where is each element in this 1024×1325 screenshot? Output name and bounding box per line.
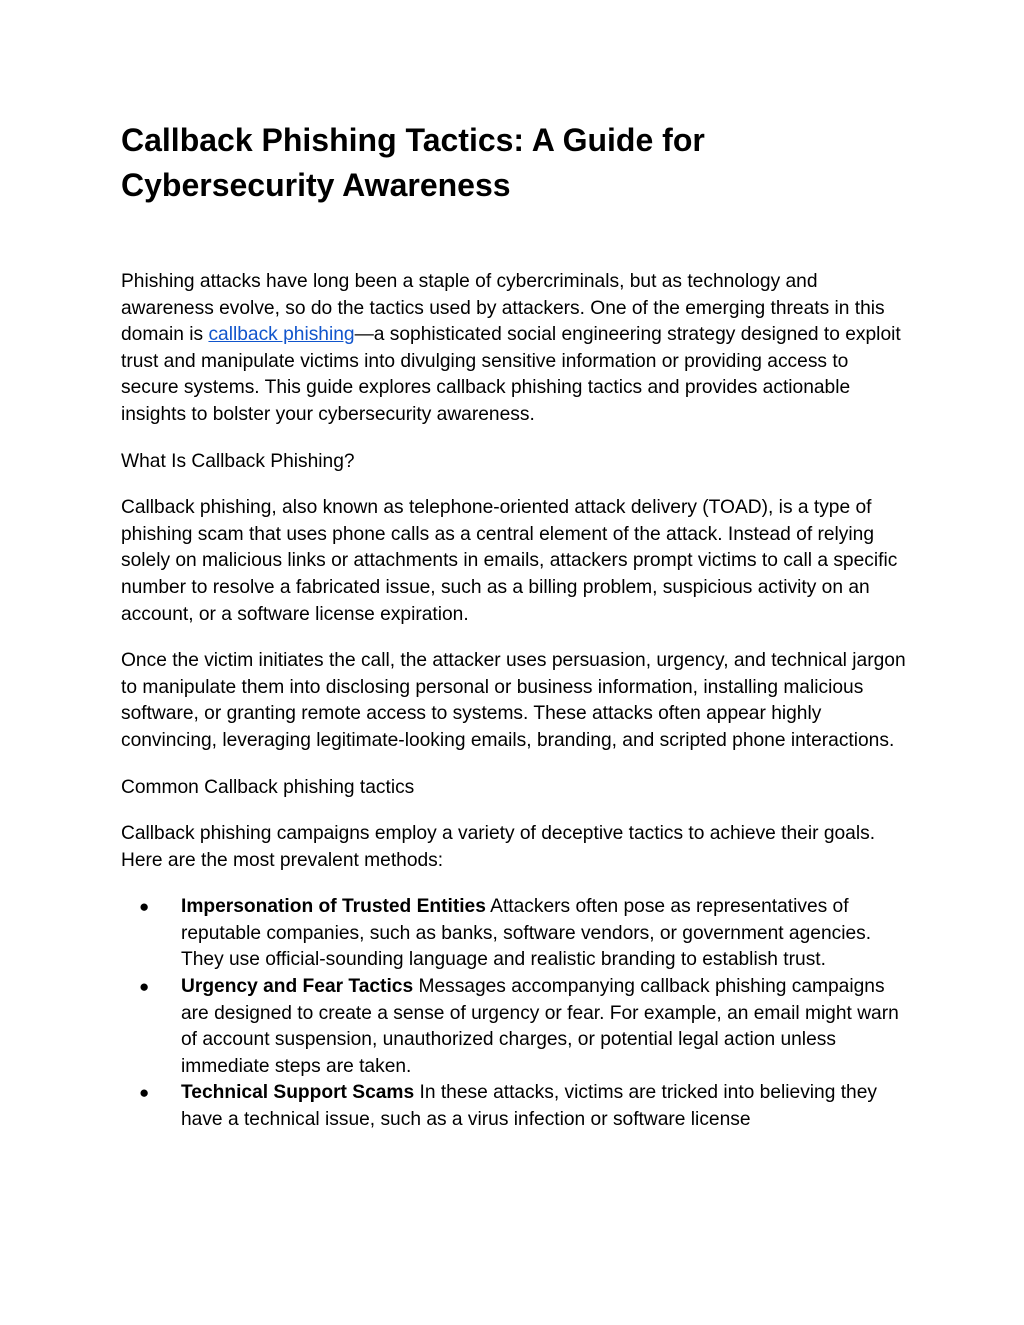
intro-text-before-link: Phishing attacks have long been a staple of cybercriminals, but as technology and awareness evolve, so do the tactics used by attackers. One of the emerging threats in this domain is [121,271,885,346]
list-item-term: Urgency and Fear Tactics [181,976,414,998]
document-page [121,118,911,1134]
list-item-text: In these attacks, victims are tricked into believing they have a technical issue, such as a virus infection or software license [181,1082,877,1131]
callback-phishing-link[interactable]: callback phishing [208,324,355,346]
section-heading-tactics: Common Callback phishing tactics [121,776,415,798]
section-heading-what-is: What Is Callback Phishing? [121,450,355,472]
list-item [121,974,911,1080]
list-item [121,1080,911,1133]
what-is-paragraph-2: Once the victim initiates the call, the attacker uses persuasion, urgency, and technical jargon to manipulate them into disclosing personal or business information, installing malicious software, or granting remote access to systems. These attacks often appear highly convincing, leveraging legitimate-looking emails, branding, and scripted phone interactions. [121,650,906,751]
list-item-term: Impersonation of Trusted Entities [181,896,486,918]
tactics-intro-paragraph: Callback phishing campaigns employ a variety of deceptive tactics to achieve their goals. Here are the most prevalent methods: [121,823,876,871]
intro-paragraph [121,269,911,429]
document-title: Callback Phishing Tactics: A Guide for Cybersecurity Awareness [121,122,705,203]
bullet-icon: ● [139,1083,150,1103]
list-item [121,894,911,974]
tactics-list [121,894,911,1133]
list-item-text: Messages accompanying callback phishing campaigns are designed to create a sense of urgency or fear. For example, an email might warn of account suspension, unauthorized charges, or potential legal action unless immediate steps are taken. [181,976,899,1077]
bullet-icon: ● [139,977,150,997]
intro-text-after-link: —a sophisticated social engineering strategy designed to exploit trust and manipulate victims into divulging sensitive information or providing access to secure systems. This guide explores callback phishing tactics and provides actionable insights to bolster your cybersecurity awareness. [121,324,901,425]
what-is-paragraph-1: Callback phishing, also known as telephone-oriented attack delivery (TOAD), is a type of phishing scam that uses phone calls as a central element of the attack. Instead of relying solely on malicious links or attachments in emails, attackers prompt victims to call a specific number to resolve a fabricated issue, such as a billing problem, suspicious activity on an account, or a software license expiration. [121,497,898,625]
list-item-text: Attackers often pose as representatives of reputable companies, such as banks, software vendors, or government agencies. They use official-sounding language and realistic branding to establish trust. [181,896,872,971]
bullet-icon: ● [139,897,150,917]
list-item-term: Technical Support Scams [181,1082,415,1104]
